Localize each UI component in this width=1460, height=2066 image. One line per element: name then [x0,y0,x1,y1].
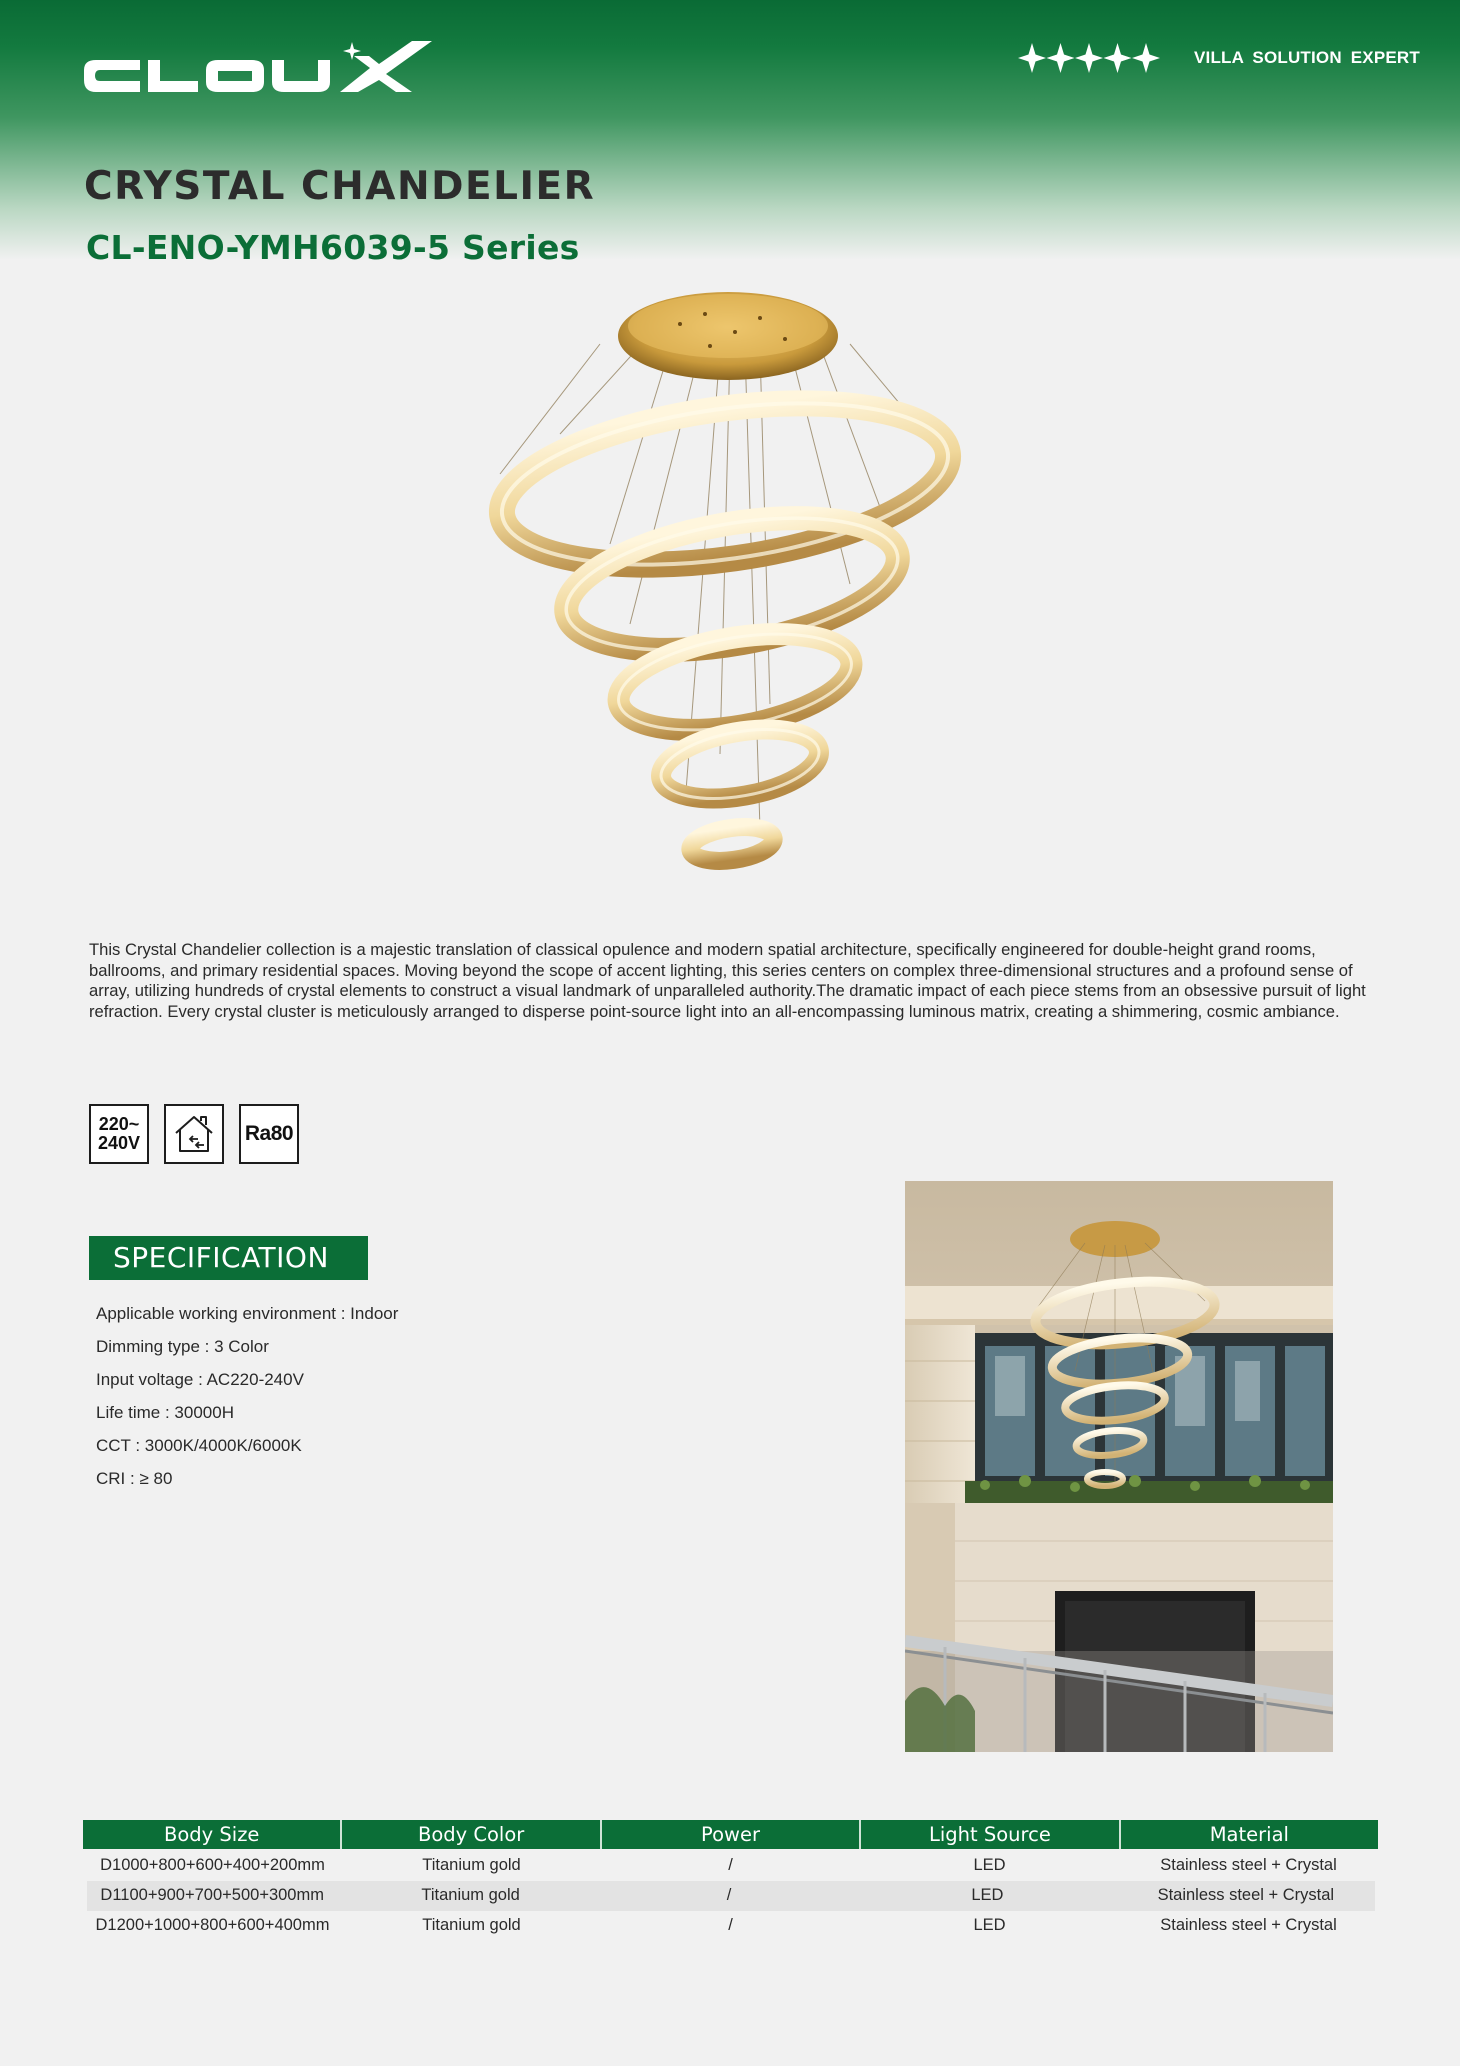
voltage-badge [89,1104,149,1164]
voltage-badge-line2: 240V [97,1133,141,1153]
chandelier-product-image [470,284,990,904]
table-row [83,1911,1378,1941]
brand-tagline: VILLA SOLUTION EXPERT [1194,48,1420,67]
five-star-rating-icon [1018,40,1160,76]
spec-item: CRI : ≥ 80 [96,1469,173,1488]
column-header-power: Power [602,1820,861,1849]
cell-light-source: LED [973,1916,1006,1934]
cell-power: / [728,1916,733,1934]
cell-material: Stainless steel + Crystal [1157,1886,1335,1904]
cell-light-source: LED [971,1886,1004,1904]
cri-badge: Ra80 [239,1104,299,1164]
specification-heading: SPECIFICATION [89,1236,368,1280]
product-series: CL-ENO-YMH6039-5 Series [86,228,580,267]
product-title: CRYSTAL CHANDELIER [84,164,596,209]
cell-light-source: LED [973,1856,1006,1874]
specification-list [96,1302,398,1500]
cell-body-size: D1000+800+600+400+200mm [100,1856,325,1874]
indoor-house-icon [170,1111,218,1157]
table-row [83,1851,1378,1881]
spec-item: Applicable working environment : Indoor [96,1304,399,1323]
cell-power: / [728,1856,733,1874]
spec-item: Dimming type : 3 Color [96,1337,269,1356]
spec-item: Life time : 30000H [96,1403,234,1422]
table-row [87,1881,1375,1911]
cell-body-size: D1100+900+700+500+300mm [100,1886,324,1904]
column-header-material: Material [1209,1823,1289,1846]
cell-material: Stainless steel + Crystal [1160,1856,1337,1874]
cell-body-size: D1200+1000+800+600+400mm [95,1916,330,1934]
indoor-badge [164,1104,224,1164]
cell-material: Stainless steel + Crystal [1160,1916,1337,1934]
cell-body-color: Titanium gold [421,1886,520,1904]
cell-body-color: Titanium gold [422,1856,521,1874]
cell-body-color: Titanium gold [422,1916,521,1934]
cloux-logo [82,40,437,102]
voltage-badge-line1: 220~ [98,1114,140,1134]
cell-power: / [726,1886,732,1904]
header-band [0,0,1460,260]
table-header-row [83,1820,1378,1849]
spec-item: Input voltage : AC220-240V [96,1370,304,1389]
spec-item: CCT : 3000K/4000K/6000K [96,1436,302,1455]
product-description: This Crystal Chandelier collection is a majestic translation of classical opulence and modern spatial architecture, specifically engineered for double-height grand rooms, ballrooms, and primary residential spaces. Moving beyond the scope of accent lighting, this series centers on complex three-dimensional structures and a profound sense of array, utilizing hundreds of crystal elements to construct a visual landmark of unparalleled authority.The dramatic impact of each piece stems from an obsessive pursuit of light refraction. Every crystal cluster is meticulously arranged to disperse point-source light into an all-encompassing luminous matrix, creating a shimmering, cosmic ambiance. [89,940,1366,1022]
column-header-body-color: Body Color [342,1820,601,1849]
column-header-body-size: Body Size [83,1820,342,1849]
column-header-light-source: Light Source [861,1820,1120,1849]
installed-room-photo [905,1181,1333,1752]
model-table [83,1820,1378,1941]
